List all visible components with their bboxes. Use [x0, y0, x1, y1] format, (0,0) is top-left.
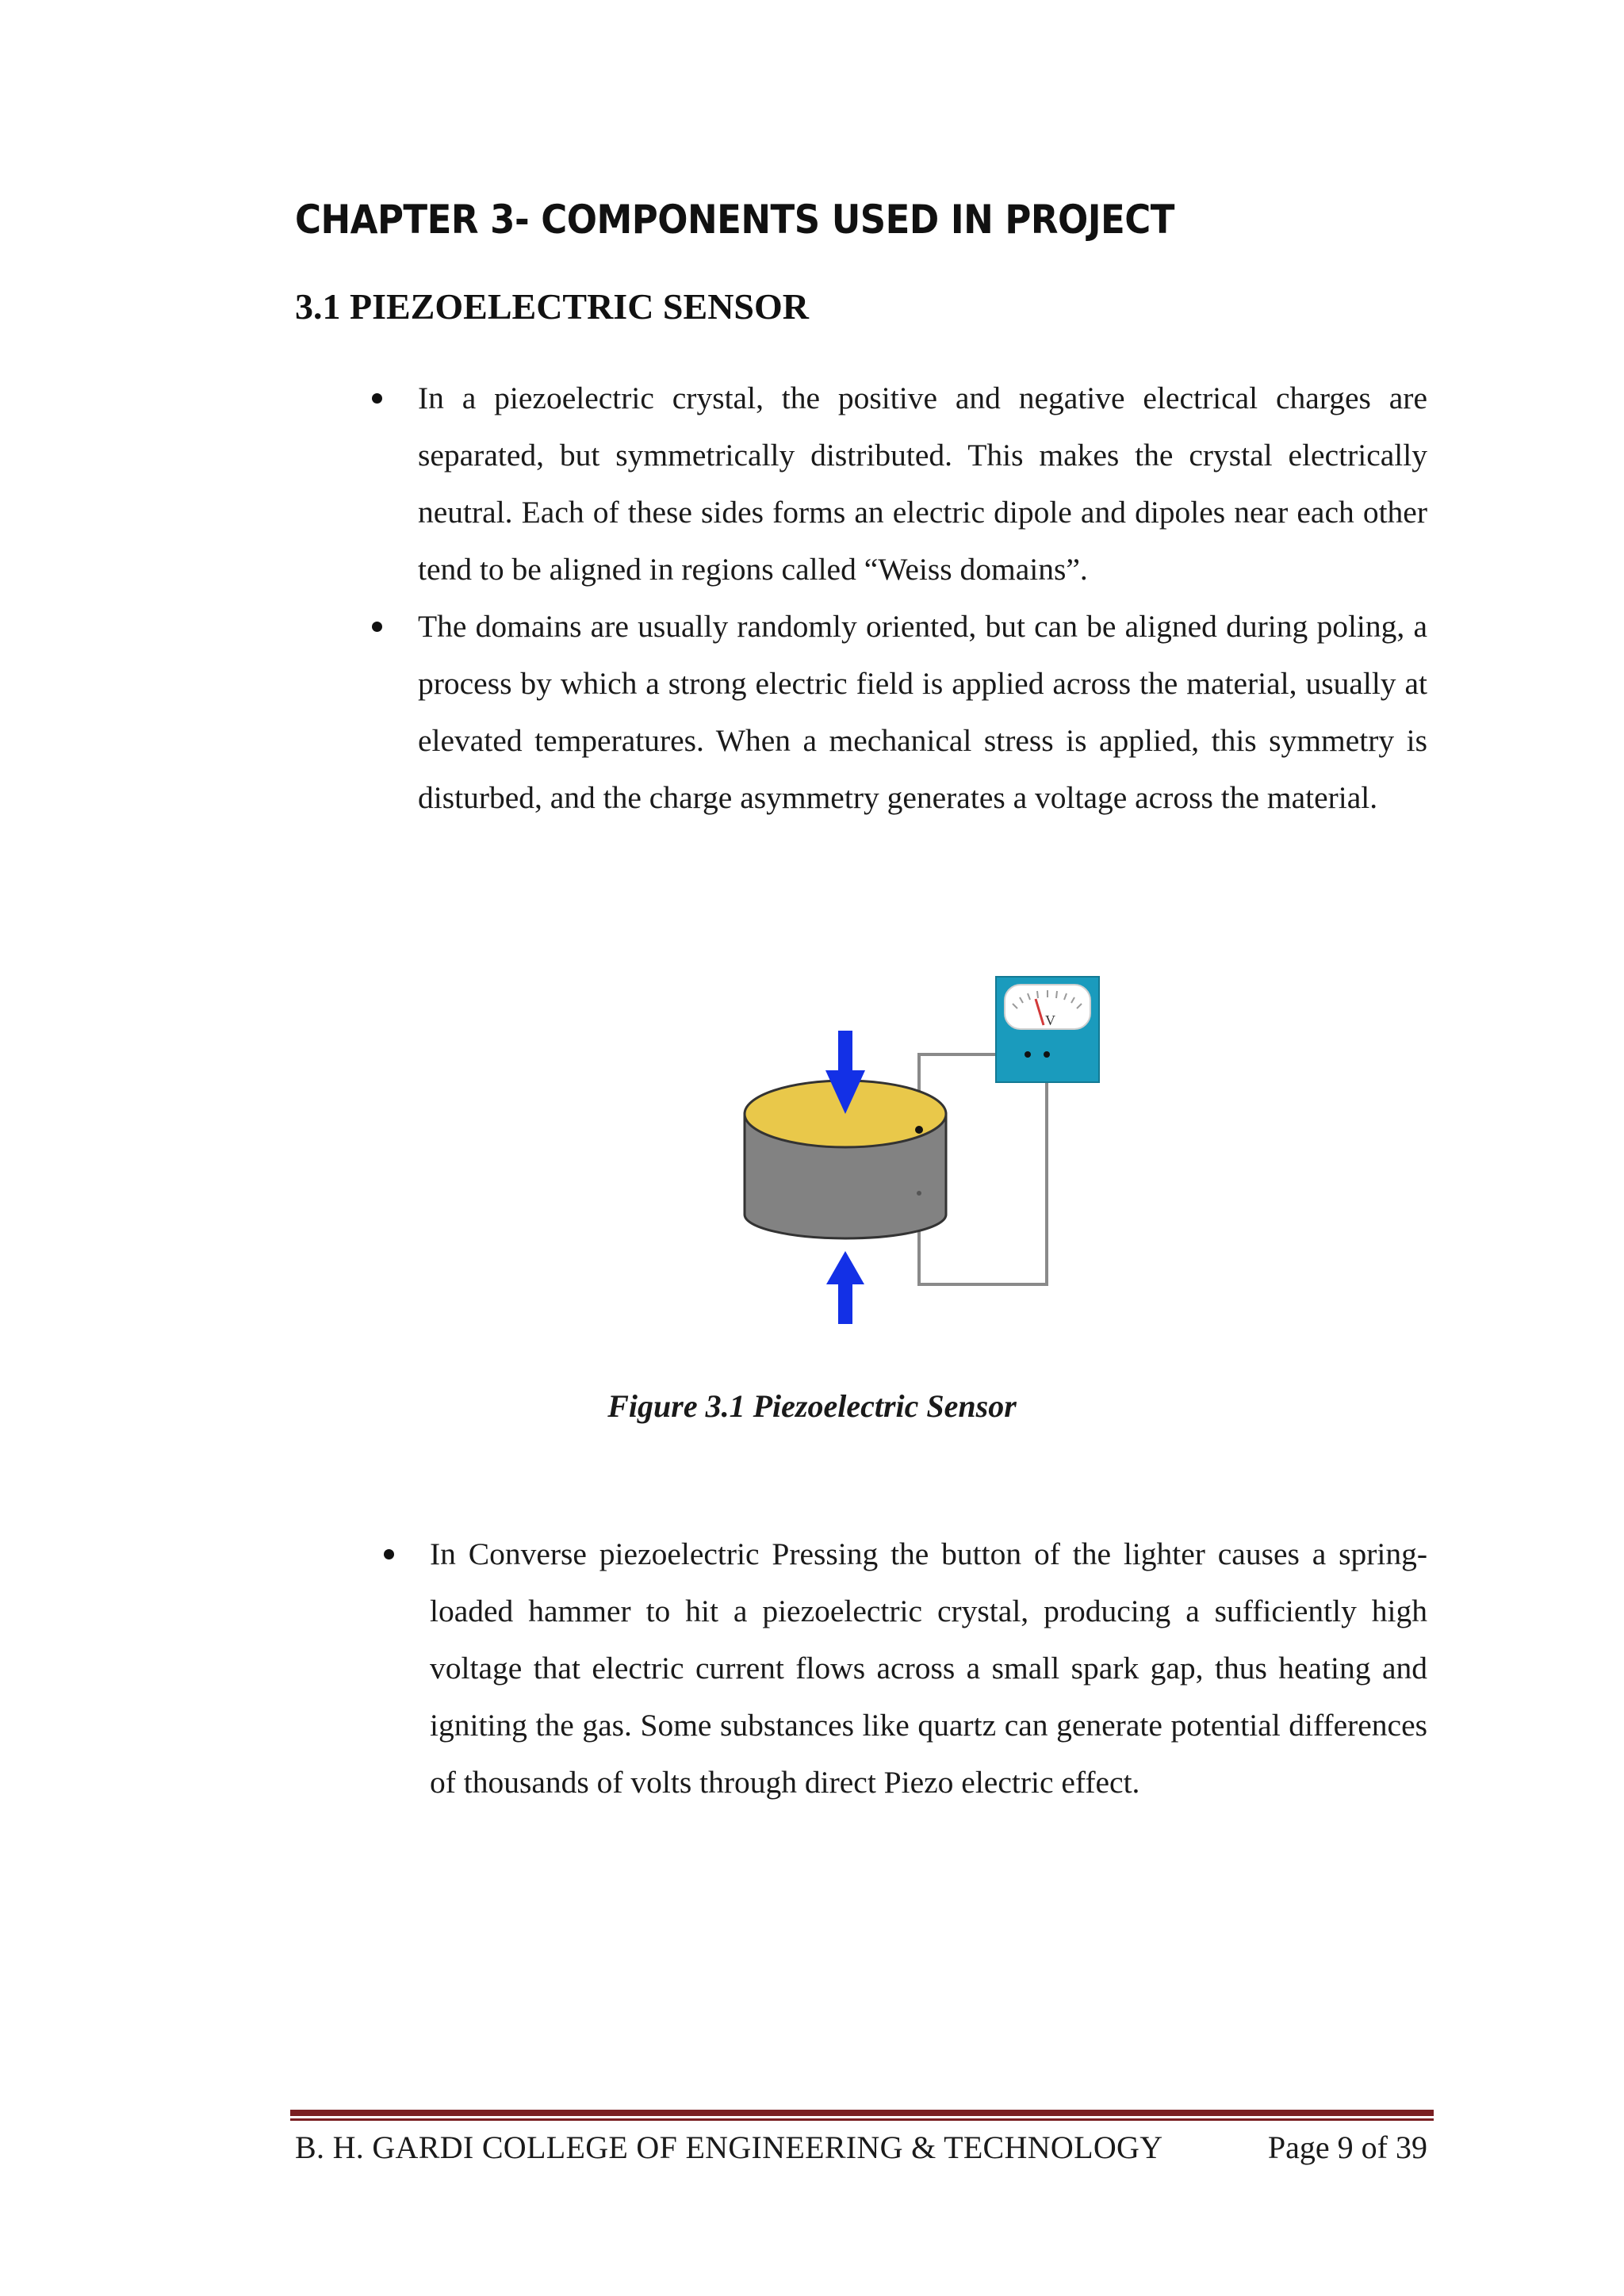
section-title: 3.1 PIEZOELECTRIC SENSOR	[295, 286, 809, 327]
chapter-title: CHAPTER 3- COMPONENTS USED IN PROJECT	[295, 197, 1174, 243]
footer-institution: B. H. GARDI COLLEGE OF ENGINEERING & TECHNOLOGY	[295, 2130, 1163, 2165]
bullet-list-bottom	[430, 1525, 1427, 1811]
force-arrow-up-icon	[826, 1251, 864, 1324]
footer-rule	[290, 2110, 1434, 2121]
voltmeter-icon	[996, 977, 1099, 1082]
piezo-sensor-figure	[730, 967, 1110, 1348]
bullet-text: In Converse piezoelectric Pressing the button of the lighter causes a spring-loaded hammer to hit a piezoelectric crystal, producing a sufficiently high voltage that electric current flows across a small spark gap, thus heating and igniting the gas. Some substances like quartz can generate potential differences of thousands of volts through direct Piezo electric effect.	[430, 1536, 1427, 1800]
svg-text:V: V	[1045, 1012, 1055, 1028]
bullet-dot-icon	[372, 393, 382, 404]
bullet-item	[418, 369, 1427, 598]
bullet-item	[418, 598, 1427, 826]
bullet-text: In a piezoelectric crystal, the positive and negative electrical charges are separated, but symmetrically distributed. This makes the crystal electrically neutral. Each of these sides forms an electric dipole and dipoles near each other tend to be aligned in regions called “Weiss domains”.	[418, 381, 1427, 587]
bullet-dot-icon	[372, 622, 382, 632]
piezo-sensor-diagram	[730, 967, 1110, 1348]
bullet-item	[430, 1525, 1427, 1811]
footer-rule-thin	[290, 2118, 1434, 2121]
bullet-dot-icon	[384, 1549, 394, 1559]
bullet-list-top	[418, 369, 1427, 826]
footer-rule-thick	[290, 2110, 1434, 2116]
footer-page-number: Page 9 of 39	[1267, 2130, 1427, 2165]
bullet-text: The domains are usually randomly oriented, but can be aligned during poling, a process by which a strong electric field is applied across the material, usually at elevated temperatures. When a mechanical stress is applied, this symmetry is disturbed, and the charge asymmetry generates a voltage across the material.	[418, 609, 1427, 815]
figure-caption: Figure 3.1 Piezoelectric Sensor	[607, 1388, 1017, 1424]
